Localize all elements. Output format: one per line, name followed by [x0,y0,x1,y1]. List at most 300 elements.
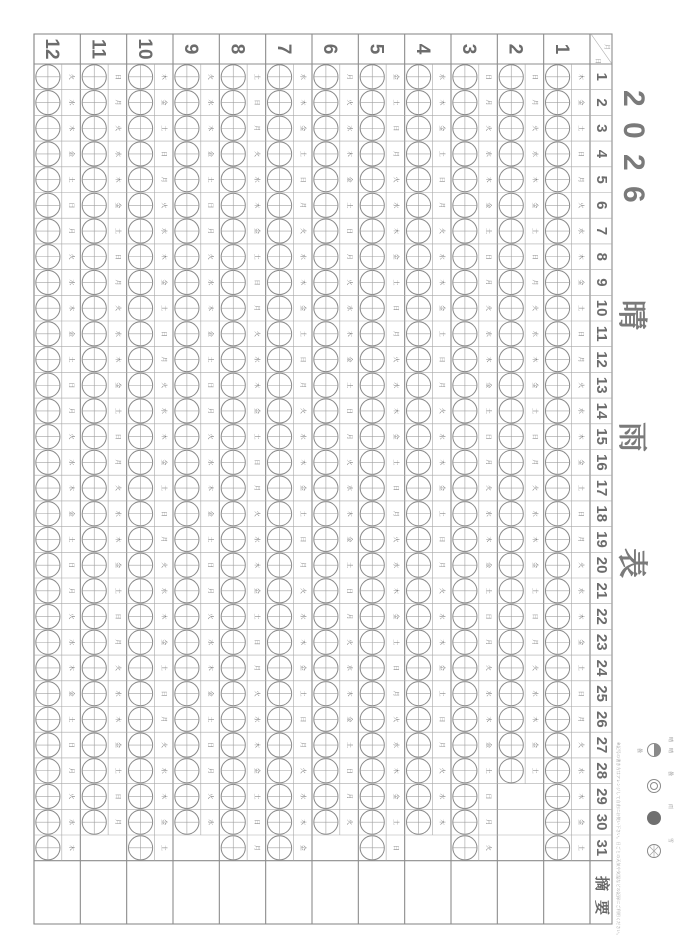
day-cell[interactable] [36,90,76,114]
day-cell[interactable] [545,90,585,114]
day-cell[interactable] [82,399,122,423]
day-cell[interactable] [128,399,168,423]
day-cell[interactable] [221,399,261,423]
day-cell[interactable] [175,425,215,449]
day-cell[interactable] [499,322,539,346]
day-cell[interactable] [221,65,261,89]
day-cell[interactable] [314,604,354,628]
day-cell[interactable] [82,656,122,680]
day-cell[interactable] [545,296,585,320]
day-cell[interactable] [360,270,400,294]
day-cell[interactable] [175,322,215,346]
day-cell[interactable] [499,65,538,89]
day-cell[interactable] [406,322,446,346]
day-cell[interactable] [267,656,307,680]
day-cell[interactable] [82,245,121,269]
day-cell[interactable] [128,579,168,603]
day-cell[interactable] [453,450,493,474]
day-cell[interactable] [545,270,585,294]
day-cell[interactable] [499,219,539,243]
day-cell[interactable] [453,193,493,217]
day-cell[interactable] [314,296,354,320]
day-cell[interactable] [36,553,75,577]
day-cell[interactable] [128,707,168,731]
day-cell[interactable] [221,759,261,783]
day-cell[interactable] [82,193,122,217]
day-cell[interactable] [360,425,400,449]
day-cell[interactable] [406,476,446,500]
day-cell[interactable] [221,90,260,114]
day-cell[interactable] [545,193,585,217]
day-cell[interactable] [499,425,538,449]
day-cell[interactable] [175,707,215,731]
day-cell[interactable] [545,347,585,371]
day-cell[interactable] [175,759,215,783]
day-cell[interactable] [406,168,445,192]
day-cell[interactable] [499,142,539,166]
day-cell[interactable] [545,527,585,551]
day-cell[interactable] [453,476,493,500]
day-cell[interactable] [453,219,493,243]
day-cell[interactable] [267,65,307,89]
day-cell[interactable] [360,579,400,603]
day-cell[interactable] [545,502,584,526]
day-cell[interactable] [221,347,261,371]
day-cell[interactable] [406,296,446,320]
day-cell[interactable] [221,527,261,551]
day-cell[interactable] [36,810,76,834]
day-cell[interactable] [175,296,215,320]
day-cell[interactable] [267,579,307,603]
day-cell[interactable] [360,707,400,731]
day-cell[interactable] [36,733,75,757]
day-cell[interactable] [82,784,121,808]
day-cell[interactable] [175,733,214,757]
day-cell[interactable] [360,373,400,397]
day-cell[interactable] [360,90,400,114]
day-cell[interactable] [499,733,539,757]
day-cell[interactable] [314,193,354,217]
day-cell[interactable] [82,347,122,371]
day-cell[interactable] [314,168,354,192]
day-cell[interactable] [221,784,261,808]
day-cell[interactable] [453,373,493,397]
day-cell[interactable] [175,656,215,680]
day-cell[interactable] [128,604,168,628]
day-cell[interactable] [36,476,76,500]
day-cell[interactable] [175,399,215,423]
day-cell[interactable] [453,759,493,783]
day-cell[interactable] [175,65,215,89]
day-cell[interactable] [175,502,215,526]
day-cell[interactable] [267,450,307,474]
day-cell[interactable] [453,142,493,166]
day-cell[interactable] [453,90,493,114]
day-cell[interactable] [406,373,446,397]
day-cell[interactable] [314,476,354,500]
day-cell[interactable] [221,373,261,397]
day-cell[interactable] [267,399,307,423]
day-cell[interactable] [545,168,585,192]
day-cell[interactable] [128,502,167,526]
day-cell[interactable] [360,322,400,346]
day-cell[interactable] [221,322,261,346]
day-cell[interactable] [545,630,585,654]
day-cell[interactable] [221,168,261,192]
day-cell[interactable] [175,630,215,654]
day-cell[interactable] [314,759,353,783]
day-cell[interactable] [314,90,354,114]
day-cell[interactable] [545,784,585,808]
day-cell[interactable] [314,733,354,757]
day-cell[interactable] [175,553,214,577]
day-cell[interactable] [545,219,585,243]
day-cell[interactable] [221,245,261,269]
day-cell[interactable] [267,347,306,371]
day-cell[interactable] [360,836,399,860]
day-cell[interactable] [128,810,168,834]
day-cell[interactable] [314,502,354,526]
day-cell[interactable] [360,682,400,706]
day-cell[interactable] [499,193,539,217]
day-cell[interactable] [360,604,400,628]
day-cell[interactable] [267,630,307,654]
day-cell[interactable] [499,553,539,577]
day-cell[interactable] [406,810,446,834]
day-cell[interactable] [545,65,585,89]
day-cell[interactable] [82,450,122,474]
day-cell[interactable] [453,707,493,731]
day-cell[interactable] [314,810,354,834]
day-cell[interactable] [499,168,539,192]
day-cell[interactable] [36,65,76,89]
day-cell[interactable] [128,656,168,680]
day-cell[interactable] [545,707,585,731]
day-cell[interactable] [82,553,122,577]
day-cell[interactable] [314,707,354,731]
day-cell[interactable] [82,579,122,603]
day-cell[interactable] [267,784,307,808]
day-cell[interactable] [314,399,353,423]
day-cell[interactable] [267,193,307,217]
day-cell[interactable] [82,373,122,397]
day-cell[interactable] [82,142,122,166]
day-cell[interactable] [453,425,492,449]
day-cell[interactable] [175,168,215,192]
day-cell[interactable] [360,296,399,320]
day-cell[interactable] [82,168,122,192]
day-cell[interactable] [128,116,168,140]
day-cell[interactable] [360,733,400,757]
day-cell[interactable] [82,502,122,526]
day-cell[interactable] [406,193,446,217]
day-cell[interactable] [267,142,307,166]
day-cell[interactable] [267,707,306,731]
day-cell[interactable] [128,245,168,269]
day-cell[interactable] [221,219,261,243]
day-cell[interactable] [267,116,307,140]
day-cell[interactable] [221,116,261,140]
day-cell[interactable] [175,784,215,808]
day-cell[interactable] [314,656,354,680]
day-cell[interactable] [406,116,446,140]
day-cell[interactable] [453,168,493,192]
day-cell[interactable] [128,630,168,654]
day-cell[interactable] [360,630,400,654]
day-cell[interactable] [128,142,167,166]
day-cell[interactable] [82,604,121,628]
day-cell[interactable] [128,90,168,114]
day-cell[interactable] [36,193,75,217]
day-cell[interactable] [36,322,76,346]
day-cell[interactable] [499,476,539,500]
day-cell[interactable] [36,656,76,680]
day-cell[interactable] [82,65,121,89]
day-cell[interactable] [453,527,493,551]
day-cell[interactable] [314,116,354,140]
day-cell[interactable] [499,270,539,294]
day-cell[interactable] [36,245,76,269]
day-cell[interactable] [128,65,168,89]
day-cell[interactable] [82,682,122,706]
day-cell[interactable] [499,682,539,706]
day-cell[interactable] [36,270,76,294]
day-cell[interactable] [175,604,215,628]
day-cell[interactable] [360,142,400,166]
day-cell[interactable] [82,707,122,731]
day-cell[interactable] [36,502,76,526]
day-cell[interactable] [453,784,492,808]
day-cell[interactable] [221,553,261,577]
day-cell[interactable] [499,656,539,680]
day-cell[interactable] [128,347,168,371]
day-cell[interactable] [499,373,539,397]
day-cell[interactable] [360,347,400,371]
day-cell[interactable] [314,142,354,166]
day-cell[interactable] [453,579,493,603]
day-cell[interactable] [545,553,585,577]
day-cell[interactable] [499,90,539,114]
day-cell[interactable] [545,759,585,783]
day-cell[interactable] [406,733,446,757]
day-cell[interactable] [36,579,76,603]
day-cell[interactable] [221,579,261,603]
day-cell[interactable] [360,219,400,243]
day-cell[interactable] [267,168,306,192]
day-cell[interactable] [314,450,354,474]
day-cell[interactable] [82,270,122,294]
day-cell[interactable] [175,219,215,243]
day-cell[interactable] [406,65,446,89]
day-cell[interactable] [267,373,307,397]
day-cell[interactable] [36,784,76,808]
day-cell[interactable] [545,810,585,834]
day-cell[interactable] [406,270,446,294]
day-cell[interactable] [221,476,261,500]
day-cell[interactable] [82,296,122,320]
day-cell[interactable] [82,527,122,551]
day-cell[interactable] [128,759,168,783]
day-cell[interactable] [360,399,400,423]
day-cell[interactable] [175,476,215,500]
day-cell[interactable] [499,579,539,603]
day-cell[interactable] [221,193,261,217]
day-cell[interactable] [221,502,261,526]
day-cell[interactable] [406,142,446,166]
day-cell[interactable] [360,193,400,217]
day-cell[interactable] [406,707,445,731]
day-cell[interactable] [406,553,446,577]
day-cell[interactable] [314,630,354,654]
day-cell[interactable] [221,682,261,706]
day-cell[interactable] [128,836,168,860]
day-cell[interactable] [36,168,76,192]
day-cell[interactable] [406,450,446,474]
day-cell[interactable] [453,347,493,371]
day-cell[interactable] [545,682,584,706]
day-cell[interactable] [406,604,446,628]
day-cell[interactable] [221,707,261,731]
day-cell[interactable] [175,527,215,551]
day-cell[interactable] [453,836,493,860]
day-cell[interactable] [175,579,215,603]
day-cell[interactable] [406,425,446,449]
day-cell[interactable] [221,656,261,680]
day-cell[interactable] [36,373,75,397]
day-cell[interactable] [406,784,446,808]
day-cell[interactable] [453,245,492,269]
day-cell[interactable] [175,450,215,474]
day-cell[interactable] [36,630,76,654]
day-cell[interactable] [453,682,493,706]
day-cell[interactable] [128,450,168,474]
day-cell[interactable] [499,245,538,269]
day-cell[interactable] [499,707,539,731]
day-cell[interactable] [314,373,354,397]
day-cell[interactable] [406,759,446,783]
day-cell[interactable] [360,527,400,551]
day-cell[interactable] [36,527,76,551]
day-cell[interactable] [406,399,446,423]
day-cell[interactable] [545,425,585,449]
day-cell[interactable] [406,579,446,603]
day-cell[interactable] [175,245,215,269]
day-cell[interactable] [267,810,307,834]
day-cell[interactable] [314,270,354,294]
day-cell[interactable] [453,502,493,526]
day-cell[interactable] [221,425,261,449]
day-cell[interactable] [453,296,493,320]
day-cell[interactable] [314,322,354,346]
day-cell[interactable] [453,733,493,757]
day-cell[interactable] [221,836,261,860]
day-cell[interactable] [267,502,307,526]
day-cell[interactable] [267,322,307,346]
day-cell[interactable] [360,450,400,474]
day-cell[interactable] [314,682,354,706]
day-cell[interactable] [406,682,446,706]
day-cell[interactable] [545,399,585,423]
day-cell[interactable] [314,527,354,551]
day-cell[interactable] [406,527,445,551]
day-cell[interactable] [499,347,539,371]
day-cell[interactable] [453,270,493,294]
day-cell[interactable] [406,630,446,654]
day-cell[interactable] [314,579,353,603]
day-cell[interactable] [267,759,307,783]
day-cell[interactable] [128,527,168,551]
day-cell[interactable] [175,347,215,371]
day-cell[interactable] [453,116,493,140]
day-cell[interactable] [267,682,307,706]
day-cell[interactable] [545,656,585,680]
day-cell[interactable] [499,296,539,320]
day-cell[interactable] [314,553,354,577]
day-cell[interactable] [82,116,122,140]
day-cell[interactable] [360,245,400,269]
day-cell[interactable] [499,527,539,551]
day-cell[interactable] [360,116,399,140]
day-cell[interactable] [545,733,585,757]
day-cell[interactable] [175,90,215,114]
day-cell[interactable] [36,836,76,860]
day-cell[interactable] [221,450,260,474]
day-cell[interactable] [499,630,539,654]
day-cell[interactable] [406,502,446,526]
day-cell[interactable] [314,65,354,89]
day-cell[interactable] [453,604,492,628]
day-cell[interactable] [36,759,76,783]
day-cell[interactable] [82,425,121,449]
day-cell[interactable] [36,116,76,140]
day-cell[interactable] [36,450,76,474]
day-cell[interactable] [221,733,261,757]
day-cell[interactable] [406,90,446,114]
day-cell[interactable] [406,656,446,680]
day-cell[interactable] [360,784,400,808]
day-cell[interactable] [128,168,168,192]
day-cell[interactable] [314,245,354,269]
day-cell[interactable] [221,604,261,628]
day-cell[interactable] [128,425,168,449]
day-cell[interactable] [453,553,493,577]
day-cell[interactable] [545,116,585,140]
day-cell[interactable] [267,296,307,320]
day-cell[interactable] [406,347,445,371]
day-cell[interactable] [453,322,493,346]
day-cell[interactable] [360,65,400,89]
day-cell[interactable] [82,733,122,757]
day-cell[interactable] [545,476,585,500]
day-cell[interactable] [360,476,399,500]
day-cell[interactable] [453,630,493,654]
day-cell[interactable] [36,347,76,371]
day-cell[interactable] [36,142,76,166]
day-cell[interactable] [128,553,168,577]
day-cell[interactable] [36,219,76,243]
day-cell[interactable] [267,836,307,860]
day-cell[interactable] [128,373,168,397]
day-cell[interactable] [175,142,215,166]
day-cell[interactable] [36,399,76,423]
day-cell[interactable] [267,527,306,551]
day-cell[interactable] [82,630,122,654]
day-cell[interactable] [267,604,307,628]
day-cell[interactable] [221,142,261,166]
day-cell[interactable] [128,733,168,757]
day-cell[interactable] [499,502,539,526]
day-cell[interactable] [360,656,399,680]
